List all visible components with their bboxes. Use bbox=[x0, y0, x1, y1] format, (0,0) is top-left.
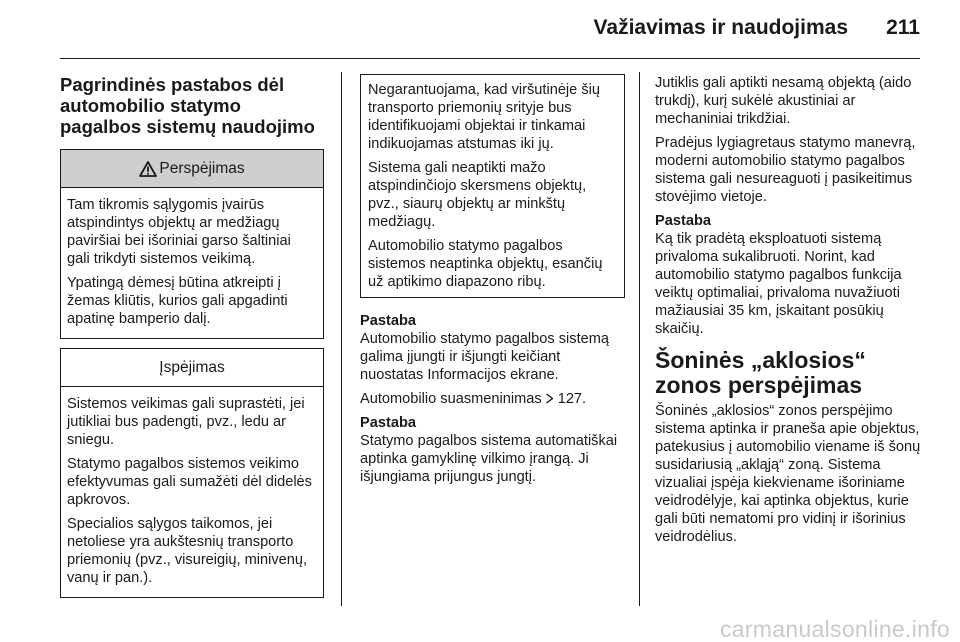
notice-paragraph: Statymo pagalbos sistemos veikimo efektyvumas gali sumažėti dėl didelės apkrovos. bbox=[67, 456, 312, 508]
section-heading: Pagrindinės pastabos dėl automobilio statymo pagalbos sistemų naudojimo bbox=[60, 74, 315, 137]
note-text: Automobilio statymo pagalbos sistemą galima įjungti ir išjungti keičiant nuostatas Informacijos ekrane. bbox=[360, 331, 610, 383]
warning-box-header bbox=[61, 150, 323, 188]
header-rule bbox=[60, 58, 920, 59]
page-header bbox=[0, 0, 960, 60]
notice-box bbox=[60, 348, 324, 598]
watermark: carmanualsonline.info bbox=[719, 616, 950, 642]
notice-box-continued-body bbox=[361, 75, 624, 297]
page-number: 211 bbox=[886, 16, 920, 39]
note-label: Pastaba bbox=[360, 313, 416, 329]
column-middle bbox=[360, 74, 625, 492]
column-left bbox=[60, 74, 324, 607]
cross-reference bbox=[360, 390, 625, 408]
notice-paragraph: Sistemos veikimas gali suprastėti, jei jutikliai bus padengti, pvz., ledu ar sniegu. bbox=[67, 396, 305, 448]
running-title: Važiavimas ir naudojimas bbox=[593, 16, 848, 39]
notice-box-body bbox=[61, 387, 323, 597]
notice-paragraph: Sistema gali neaptikti mažo atspindinčiojo skersmens objektų, pvz., siaurų objektų ar minkštų medžiagų. bbox=[368, 160, 587, 230]
column-divider bbox=[341, 72, 342, 606]
warning-paragraph: Tam tikromis sąlygomis įvairūs atspindintys objektų ar medžiagų paviršiai bei išoriniai garso šaltiniai gali trikdyti sistemos veikimą. bbox=[67, 197, 291, 267]
note-label: Pastaba bbox=[655, 213, 711, 229]
body-paragraph: Šoninės „aklosios“ zonos perspėjimo sistema aptinka ir praneša apie objektus, patekusius į automobilio viename iš šonų susidariusią „akląją“ zoną. Sistema vizualiai įspėja kiekviename išoriniame veidrodėlyje, kai aptinka objektus, kurie gali būti nematomi pro vidinį ir išorinius veidrodėlius. bbox=[655, 403, 921, 545]
notice-paragraph: Automobilio statymo pagalbos sistemos neaptinka objektų, esančių už aptikimo diapazono ribų. bbox=[368, 238, 603, 290]
note-text: Statymo pagalbos sistema automatiškai aptinka gamyklinę vilkimo įrangą. Ji išjungiama prijungus jungtį. bbox=[360, 433, 618, 485]
notice-box-continued bbox=[360, 74, 625, 298]
body-paragraph: Jutiklis gali aptikti nesamą objektą (aido trukdį), kurį sukėlė akustiniai ar mechaniniai trikdžiai. bbox=[655, 75, 912, 127]
notice-paragraph: Specialios sąlygos taikomos, jei netoliese yra aukštesnių transporto priemonių (pvz., visureigių, minivenų, vanų ir pan.). bbox=[67, 516, 308, 586]
reference-arrow-icon bbox=[545, 393, 554, 404]
cross-reference-page: 127. bbox=[557, 391, 587, 407]
warning-box-body bbox=[61, 188, 323, 338]
notice-box-header bbox=[61, 349, 323, 387]
cross-reference-text: Automobilio suasmeninimas bbox=[360, 391, 542, 407]
notice-box-title: Įspėjimas bbox=[159, 358, 225, 376]
warning-paragraph: Ypatingą dėmesį būtina atkreipti į žemas kliūtis, kurios gali apgadinti apatinę bamperio dalį. bbox=[67, 275, 288, 327]
notice-paragraph: Negarantuojama, kad viršutinėje šių transporto priemonių srityje bus identifikuojami objektai ir tinkamai indikuojamas atstumas iki jų. bbox=[368, 82, 601, 152]
note-text: Ką tik pradėtą eksploatuoti sistemą privaloma sukalibruoti. Norint, kad automobilio statymo pagalbos funkcija veiktų optimaliai, privaloma nuvažiuoti mažiausiai 35 km, įskaitant posūkių skaičių. bbox=[655, 231, 902, 337]
note-label: Pastaba bbox=[360, 415, 416, 431]
warning-box bbox=[60, 149, 324, 339]
warning-triangle-icon bbox=[139, 161, 157, 177]
column-divider bbox=[639, 72, 640, 606]
section-heading: Šoninės „aklosios“ zonos perspėjimas bbox=[655, 347, 866, 398]
warning-box-title: Perspėjimas bbox=[159, 159, 245, 177]
column-right bbox=[655, 74, 923, 552]
body-paragraph: Pradėjus lygiagretaus statymo manevrą, moderni automobilio statymo pagalbos sistema gali nesureaguoti į pasikeitimus stovėjimo vietoje. bbox=[655, 135, 916, 205]
